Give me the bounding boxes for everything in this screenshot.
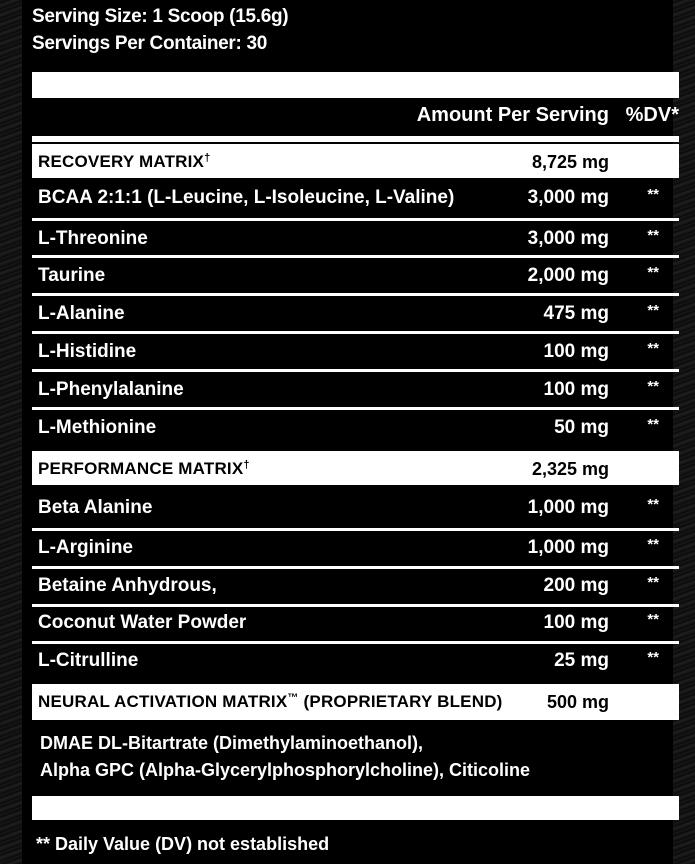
ingredient-dv: ** (647, 611, 659, 628)
ingredient-dv: ** (647, 416, 659, 433)
recovery-matrix-amount: 8,725 mg (531, 152, 609, 172)
ingredient-row (32, 180, 679, 216)
ingredient-row (32, 296, 679, 332)
servings-per-container: Servings Per Container: 30 (32, 33, 268, 54)
ingredient-name: BCAA 2:1:1 (L-Leucine, L-Isoleucine, L-Valine) (38, 187, 455, 208)
ingredient-name: Betaine Anhydrous, (38, 575, 217, 596)
ingredient-row (32, 530, 679, 566)
neural-activation-matrix-amount: 500 mg (546, 692, 609, 712)
ingredient-row (32, 605, 679, 641)
neural-activation-matrix-row (32, 684, 679, 720)
column-header-row (32, 102, 679, 132)
dagger-mark: † (204, 152, 211, 164)
ingredient-name: Beta Alanine (38, 497, 153, 518)
ingredient-row (32, 334, 679, 370)
ingredient-amount: 2,000 mg (527, 265, 609, 286)
ingredient-row (32, 568, 679, 604)
daily-value-header: %DV* (625, 104, 679, 126)
ingredient-name: L-Phenylalanine (38, 379, 184, 400)
trademark-mark: ™ (287, 692, 299, 704)
blend-line-2: Alpha GPC (Alpha-Glycerylphosphorylcholine), Citicoline (40, 760, 531, 780)
recovery-matrix-row (32, 144, 679, 178)
ingredient-amount: 100 mg (543, 612, 609, 633)
ingredient-row (32, 221, 679, 257)
ingredient-dv: ** (647, 536, 659, 553)
ingredient-dv: ** (647, 264, 659, 281)
performance-matrix-amount: 2,325 mg (531, 459, 609, 479)
ingredient-row (32, 490, 679, 526)
ingredient-name: L-Alanine (38, 303, 125, 324)
ingredient-name: L-Histidine (38, 341, 137, 362)
ingredient-name: Coconut Water Powder (38, 612, 247, 633)
proprietary-blend-label: (PROPRIETARY BLEND) (303, 692, 503, 711)
ingredient-row (32, 643, 679, 679)
ingredient-amount: 1,000 mg (527, 537, 609, 558)
ingredient-dv: ** (647, 227, 659, 244)
ingredient-amount: 200 mg (543, 575, 609, 596)
amount-per-serving-header: Amount Per Serving (416, 104, 609, 126)
ingredient-amount: 475 mg (543, 303, 609, 324)
blend-line-1: DMAE DL-Bitartrate (Dimethylaminoethanol), (40, 733, 424, 753)
ingredient-amount: 25 mg (554, 650, 609, 671)
ingredient-row (32, 258, 679, 294)
ingredient-dv: ** (647, 574, 659, 591)
bottom-divider-bar (32, 796, 679, 820)
ingredient-amount: 50 mg (554, 417, 609, 438)
ingredient-amount: 100 mg (543, 379, 609, 400)
serving-size: Serving Size: 1 Scoop (15.6g) (32, 6, 289, 27)
ingredient-dv: ** (647, 496, 659, 513)
top-divider-bar (32, 72, 679, 98)
ingredient-amount: 1,000 mg (527, 497, 609, 518)
ingredient-dv: ** (647, 340, 659, 357)
left-texture-edge (0, 0, 22, 864)
ingredient-name: L-Arginine (38, 537, 133, 558)
ingredient-row (32, 410, 679, 446)
ingredient-name: L-Methionine (38, 417, 157, 438)
neural-activation-matrix-title: NEURAL ACTIVATION MATRIX™ (PROPRIETARY BLEND) (38, 692, 503, 711)
blend-ingredients (40, 730, 670, 784)
header-rule (32, 136, 679, 142)
ingredient-dv: ** (647, 186, 659, 203)
ingredient-amount: 100 mg (543, 341, 609, 362)
ingredient-row (32, 372, 679, 408)
ingredient-amount: 3,000 mg (527, 228, 609, 249)
ingredient-name: L-Citrulline (38, 650, 139, 671)
ingredient-dv: ** (647, 649, 659, 666)
ingredient-name: L-Threonine (38, 228, 148, 249)
recovery-matrix-title: RECOVERY MATRIX† (38, 152, 211, 171)
daily-value-footnote: ** Daily Value (DV) not established (36, 834, 330, 854)
ingredient-dv: ** (647, 302, 659, 319)
ingredient-dv: ** (647, 378, 659, 395)
performance-matrix-row (32, 451, 679, 485)
performance-matrix-title: PERFORMANCE MATRIX† (38, 459, 250, 478)
ingredient-amount: 3,000 mg (527, 187, 609, 208)
ingredient-name: Taurine (38, 265, 106, 286)
dagger-mark: † (243, 459, 250, 471)
